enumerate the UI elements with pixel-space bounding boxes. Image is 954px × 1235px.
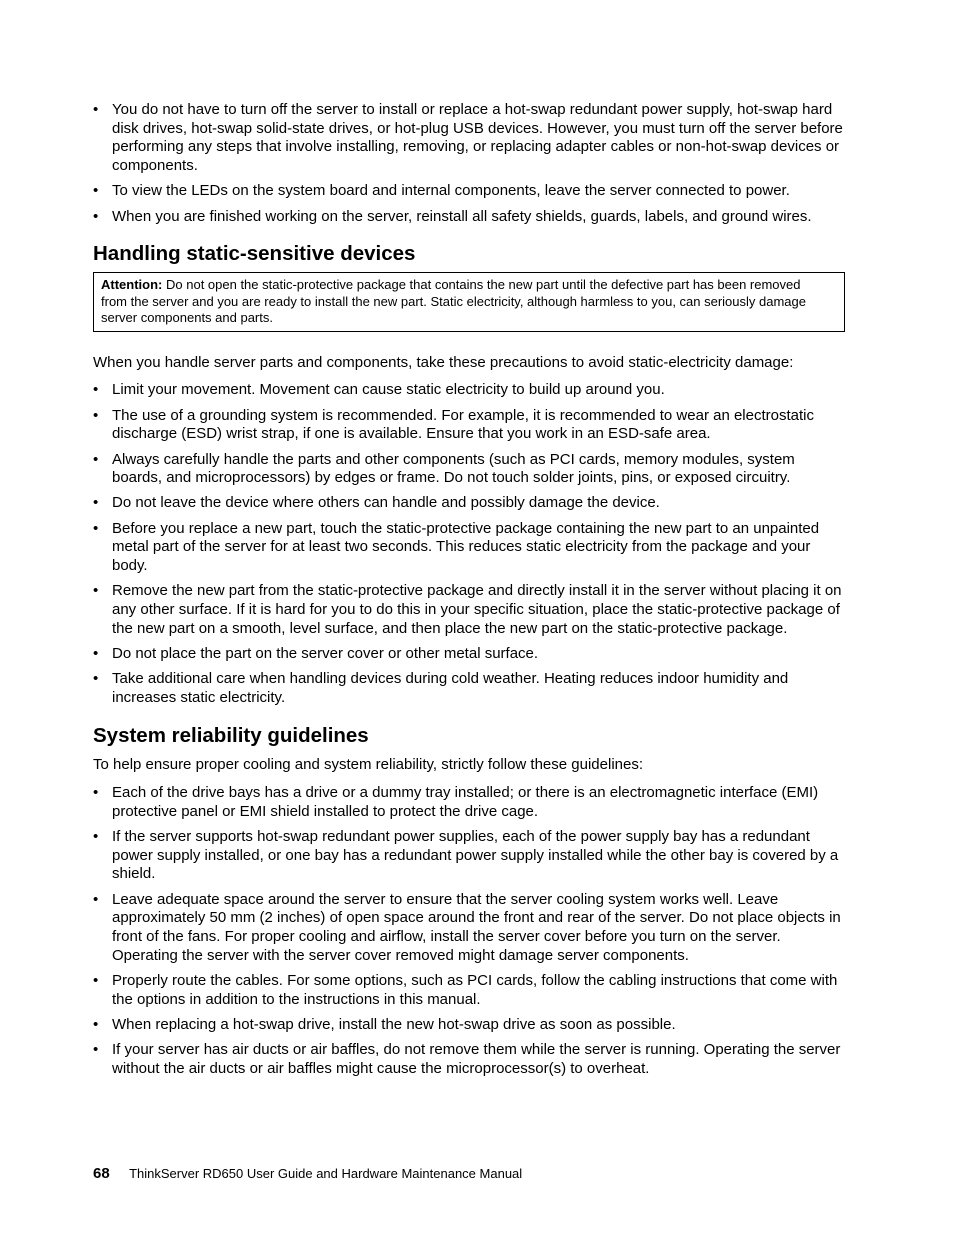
attention-box xyxy=(93,272,845,332)
static-bullet-list xyxy=(93,381,845,707)
list-item: • Always carefully handle the parts and other components (such as PCI cards, memory modules, system boards, and microprocessors) by edges or frame. Do not touch solder joints, pins, or exposed circuitry. xyxy=(93,451,845,488)
list-item: • The use of a grounding system is recommended. For example, it is recommended to wear an electrostatic discharge (ESD) wrist strap, if one is available. Ensure that you work in an ESD-safe area. xyxy=(93,407,845,444)
list-item: • Remove the new part from the static-protective package and directly install it in the server without placing it on any other surface. If it is hard for you to do this in your specific situation, place the static-protective package of the new part on a smooth, level surface, and then place the new part on the static-protective package. xyxy=(93,582,845,638)
page-number: 68 xyxy=(93,1165,110,1182)
list-item: • Properly route the cables. For some options, such as PCI cards, follow the cabling instructions that come with the options in addition to the instructions in this manual. xyxy=(93,972,845,1009)
list-item: • You do not have to turn off the server to install or replace a hot-swap redundant power supply, hot-swap hard disk drives, hot-swap solid-state drives, or hot-plug USB devices. However, you must turn off the server before performing any steps that involve installing, removing, or replacing adapter cables or non-hot-swap devices or components. xyxy=(93,101,845,176)
list-item: • Limit your movement. Movement can cause static electricity to build up around you. xyxy=(93,381,845,400)
static-lead-paragraph: When you handle server parts and components, take these precautions to avoid static-electricity damage: xyxy=(93,353,794,371)
list-item: • Each of the drive bays has a drive or a dummy tray installed; or there is an electromagnetic interface (EMI) protective panel or EMI shield installed to protect the drive cage. xyxy=(93,784,845,821)
list-item: • When replacing a hot-swap drive, install the new hot-swap drive as soon as possible. xyxy=(93,1016,845,1035)
list-item: • Do not leave the device where others can handle and possibly damage the device. xyxy=(93,494,845,513)
page-content xyxy=(93,101,845,1085)
list-item: • Take additional care when handling devices during cold weather. Heating reduces indoor humidity and increases static electricity. xyxy=(93,670,845,707)
list-item: • Do not place the part on the server cover or other metal surface. xyxy=(93,645,845,664)
attention-label: Attention: xyxy=(101,277,163,293)
list-item: • If your server has air ducts or air baffles, do not remove them while the server is running. Operating the server without the air ducts or air baffles might cause the microprocessor(s) to overheat. xyxy=(93,1041,845,1078)
attention-text: Do not open the static-protective package that contains the new part until the defective part has been removed from the server and you are ready to install the new part. Static electricity, although harmless to you, can seriously damage server components and parts. xyxy=(101,277,806,326)
footer-title: ThinkServer RD650 User Guide and Hardware Maintenance Manual xyxy=(129,1166,523,1181)
list-item: • If the server supports hot-swap redundant power supplies, each of the power supply bay has a redundant power supply installed, or one bay has a redundant power supply installed while the other bay is covered by a shield. xyxy=(93,828,845,884)
reliability-bullet-list xyxy=(93,784,845,1078)
page-footer xyxy=(93,1165,522,1182)
intro-bullet-list xyxy=(93,101,845,226)
list-item: • To view the LEDs on the system board and internal components, leave the server connected to power. xyxy=(93,182,845,201)
list-item: • Leave adequate space around the server to ensure that the server cooling system works well. Leave approximately 50 mm (2 inches) of open space around the front and rear of the server. Do not place objects in front of the fans. For proper cooling and airflow, install the server cover before you turn on the server. Operating the server with the server cover removed might damage server components. xyxy=(93,891,845,966)
section-heading-static: Handling static-sensitive devices xyxy=(93,242,416,266)
section-heading-reliability: System reliability guidelines xyxy=(93,724,369,748)
list-item: • When you are finished working on the server, reinstall all safety shields, guards, labels, and ground wires. xyxy=(93,208,845,227)
list-item: • Before you replace a new part, touch the static-protective package containing the new part to an unpainted metal part of the server for at least two seconds. This reduces static electricity from the package and your body. xyxy=(93,520,845,576)
reliability-lead-paragraph: To help ensure proper cooling and system reliability, strictly follow these guidelines: xyxy=(93,756,643,774)
